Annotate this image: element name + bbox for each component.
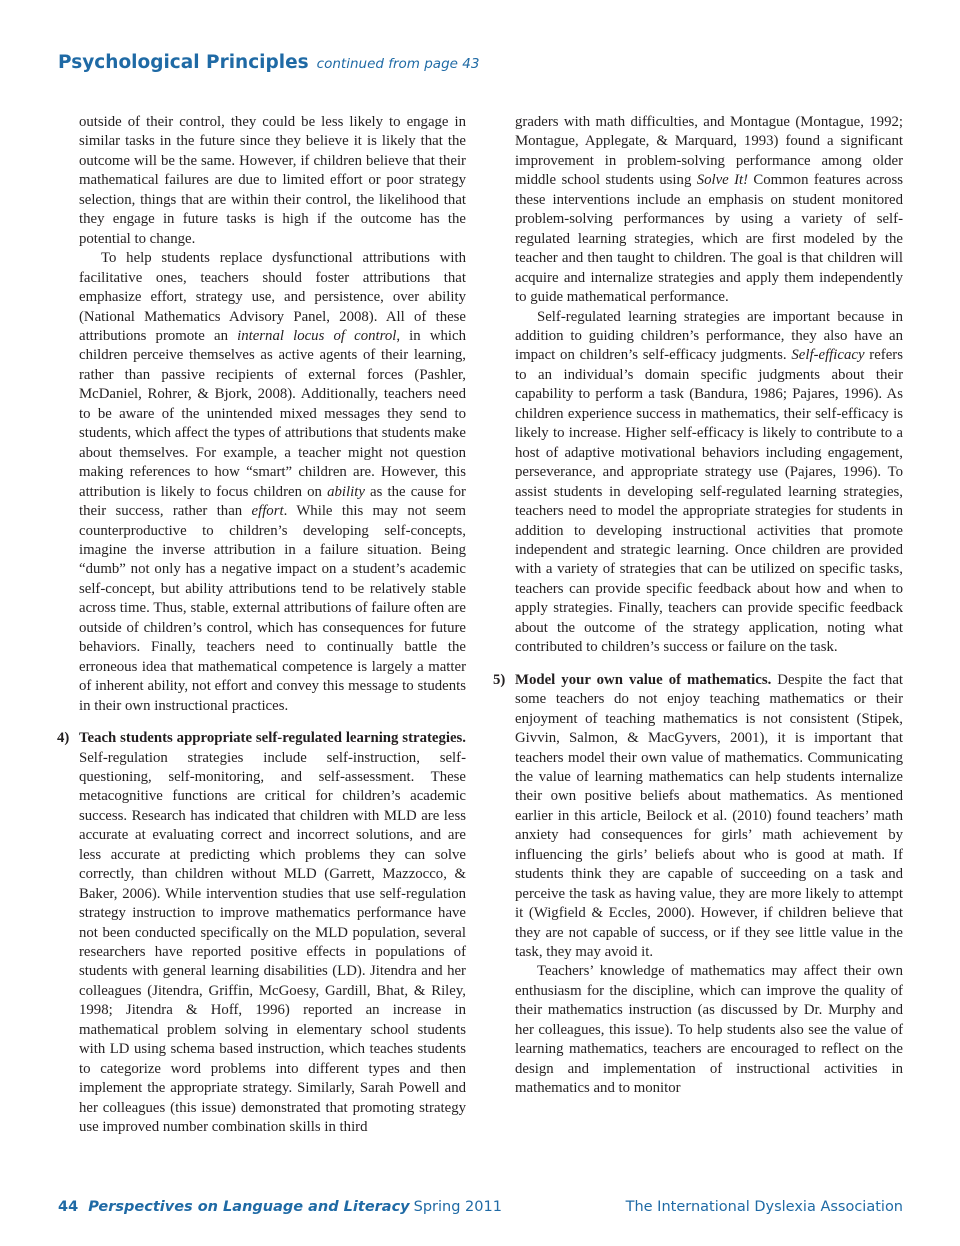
journal-title: Perspectives on Language and Literacy [88,1199,410,1215]
paragraph-self-efficacy: Self-regulated learning strategies are important because in addition to guiding children’s performance, they also have an impact on children’s self-efficacy judgments. Self-efficacy refers to an individual’s domain specific judgments about their capability to perform a task (Bandura, 1986; Pajares, 1996). As children experience success in mathematics, their self-efficacy is likely to increase. Higher self-efficacy is likely to contribute to a host of adaptive motivational behaviors including engagement, perseverance, and appropriate strategy use (Pajares, 1996). To assist students in developing self-regulated learning strategies, teachers need to model the appropriate strategies for students in addition to developing instructional activities that promote independent and strategic learning. Once children are provided with a variety of strategies that can be utilized on specific tasks, teachers can provide specific feedback about how and when to apply strategies. Finally, teachers can provide specific feedback about the outcome of the strategy application, noting what contributed to children’s success or failure on the task. [515,308,903,656]
list-item-5: 5) Model your own value of mathematics. Despite the fact that some teachers do not enjoy teaching mathematics or their enjoyment of teaching mathematics is not consistent (Stipek, Givvin, Salmon, & MacGyvers, 2001), it is important that teachers model their own value of mathematics. Communicating the value of learning mathematics can help students internalize their own positive beliefs about mathematics. As mentioned earlier in this article, Beilock et al. (2010) found teachers’ math anxiety had consequences for girls’ math achievement by influencing the girls’ beliefs about who is good at math. If students think they are capable of succeeding on a task and perceive the task as having value, they are more likely to attempt it (Wigfield & Eccles, 2000). However, if children believe that they are not capable of success, or if they see little value in the task, they may avoid it. [493,671,903,961]
list-number: 5) [493,671,506,688]
continued-note: continued from page 43 [316,56,480,72]
running-header [58,52,479,73]
list-item-heading: Model your own value of mathematics. [515,671,772,688]
paragraph-interventions: graders with math difficulties, and Montague (Montague, 1992; Montague, Applegate, & Marquard, 1993) found a significant improvement in problem-solving performance among older middle school students using Solve It! Common features across these interventions include an emphasis on student monitored problem-solving performances by using a variety of self-regulated learning strategies, which are first modeled by the teacher and then taught to children. The goal is that children will acquire and internalize strategies and apply them independently to guide mathematical performance. [515,114,903,306]
paragraph-replace-attributions: To help students replace dysfunctional attributions with facilitative ones, teachers should foster attributions that emphasize effort, strategy use, and persistence, over ability (National Mathematics Advisory Panel, 2008). All of these attributions promote an internal locus of control, in which children perceive themselves as active agents of their learning, rather than passive recipients of external forces (Pashler, McDaniel, Rohrer, & Bjork, 2008). Additionally, teachers need to be aware of the unintended mixed messages they send to students, which affect the types of attributions that students make about themselves. For example, a teacher might not question making references to how “smart” children are. However, this attribution is likely to focus children on ability as the cause for their success, rather than effort. While this may not seem counterproductive to children’s developing self-concepts, imagine the inverse attribution in a failure situation. Being “dumb” not only has a negative impact on a student’s academic self-concept, but ability attributions tend to be relatively stable across time. Thus, stable, external attributions of failure often are outside of children’s control, which has consequences for future behaviors. Finally, teachers need to continually battle the erroneous idea that mathematical competence is largely a matter of inherent ability, not effort and convey this message to students in their own instructional practices. [79,250,467,714]
right-column [493,113,903,1099]
list-item-4: 4) Teach students appropriate self-regulated learning strategies. Self-regulation strategies include self-instruction, self-questioning, self-monitoring, and self-assessment. These metacognitive functions are critical for children’s academic success. Research has indicated that children with MLD are less accurate at evaluating correct and incorrect solutions, and are less accurate at predicting which problems they can solve correctly, than children without MLD (Garrett, Mazzocco, & Baker, 2006). While intervention studies that use self-regulation strategy instruction to improve mathematics performance have not been conducted specifically on the MLD population, several researchers have reported positive effects in populations of students with general learning disabilities (LD). Jitendra and her colleagues (Jitendra, Griffin, McGoesy, Gardill, Bhat, & Riley, 1998; Jitendra & Hoff, 1996) reported an increase in mathematical problem solving in elementary school students with LD using schema based instruction, which teaches students to categorize word problems into different types and then implement the appropriate strategy. Similarly, Sarah Powell and her colleagues (this issue) demonstrated that promoting strategy use improved number combination skills in third [57,730,466,1136]
left-column [57,113,467,1138]
issue-date: Spring 2011 [413,1199,502,1215]
list-item-heading: Teach students appropriate self-regulated learning strategies. [79,730,466,747]
page-number: 44 [58,1199,79,1215]
paragraph-teacher-knowledge: Teachers’ knowledge of mathematics may affect their own enthusiasm for the discipline, which can improve the quality of their mathematics instruction (as discussed by Dr. Murphy and her colleagues, this issue). To help students also see the value of learning mathematics, teachers are encouraged to reflect on the design and implementation of instructional activities in mathematics and to monitor [515,963,903,1097]
organization-name: The International Dyslexia Association [625,1199,903,1215]
paragraph-attribution-control: outside of their control, they could be less likely to engage in similar tasks in the future since they believe it is likely that the outcome will be the same. However, if children believe that their mathematical failures are due to limited effort or poor strategy selection, things that are within their control, the likelihood that they engage in future tasks is high if the outcome has the potential to change. [79,114,466,247]
page-footer [58,1199,502,1215]
list-number: 4) [57,730,70,747]
section-title: Psychological Principles [58,52,309,73]
